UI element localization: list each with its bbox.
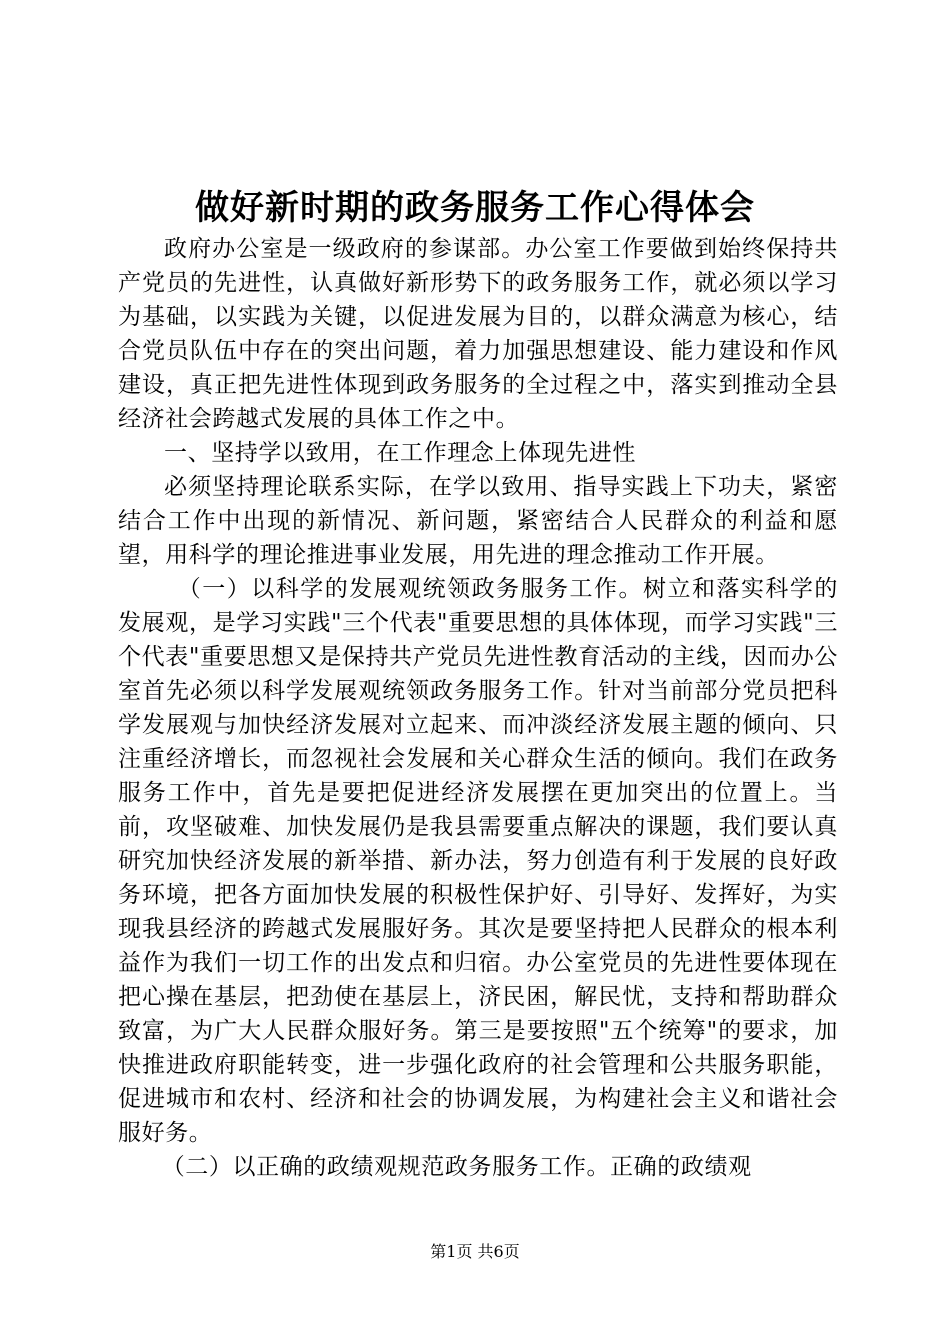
paragraph-section-1: 必须坚持理论联系实际，在学以致用、指导实践上下功夫，紧密结合工作中出现的新情况、新问题，紧密结合人民群众的利益和愿望，用科学的理论推进事业发展，用先进的理念推动工作开展。 bbox=[118, 474, 838, 568]
paragraph-subsection-2: （二）以正确的政绩观规范政务服务工作。正确的政绩观 bbox=[161, 1154, 752, 1180]
paragraph-subsection-1: （一）以科学的发展观统领政务服务工作。树立和落实科学的发展观，是学习实践"三个代表"重要思想的具体体现，而学习实践"三个代表"重要思想又是保持共产党员先进性教育活动的主线，因而办公室首先必须以科学发展观统领政务服务工作。针对当前部分党员把科学发展观与加快经济发展对立起来、而冲淡经济发展主题的倾向、只注重经济增长，而忽视社会发展和关心群众生活的倾向。我们在政务服务工作中，首先是要把促进经济发展摆在更加突出的位置上。当前，攻坚破难、加快发展仍是我县需要重点解决的课题，我们要认真研究加快经济发展的新举措、新办法，努力创造有利于发展的良好政务环境，把各方面加快发展的积极性保护好、引导好、发挥好，为实现我县经济的跨越式发展服好务。其次是要坚持把人民群众的根本利益作为我们一切工作的出发点和归宿。办公室党员的先进性要体现在把心操在基层，把劲使在基层上，济民困，解民忧，支持和帮助群众致富，为广大人民群众服好务。第三是要按照"五个统筹"的要求，加快推进政府职能转变，进一步强化政府的社会管理和公共服务职能，促进城市和农村、经济和社会的协调发展，为构建社会主义和谐社会服好务。 bbox=[118, 576, 838, 1146]
paragraph-intro: 政府办公室是一级政府的参谋部。办公室工作要做到始终保持共产党员的先进性，认真做好新形势下的政务服务工作，就必须以学习为基础，以实践为关键，以促进发展为目的，以群众满意为核心，结合党员队伍中存在的突出问题，着力加强思想建设、能力建设和作风建设，真正把先进性体现到政务服务的全过程之中，落实到推动全县经济社会跨越式发展的具体工作之中。 bbox=[118, 236, 838, 432]
document-title: 做好新时期的政务服务工作心得体会 bbox=[195, 188, 755, 228]
page-footer: 第1页 共6页 bbox=[430, 1242, 520, 1261]
section-heading-1: 一、坚持学以致用，在工作理念上体现先进性 bbox=[164, 440, 636, 466]
document-body bbox=[118, 232, 838, 1184]
